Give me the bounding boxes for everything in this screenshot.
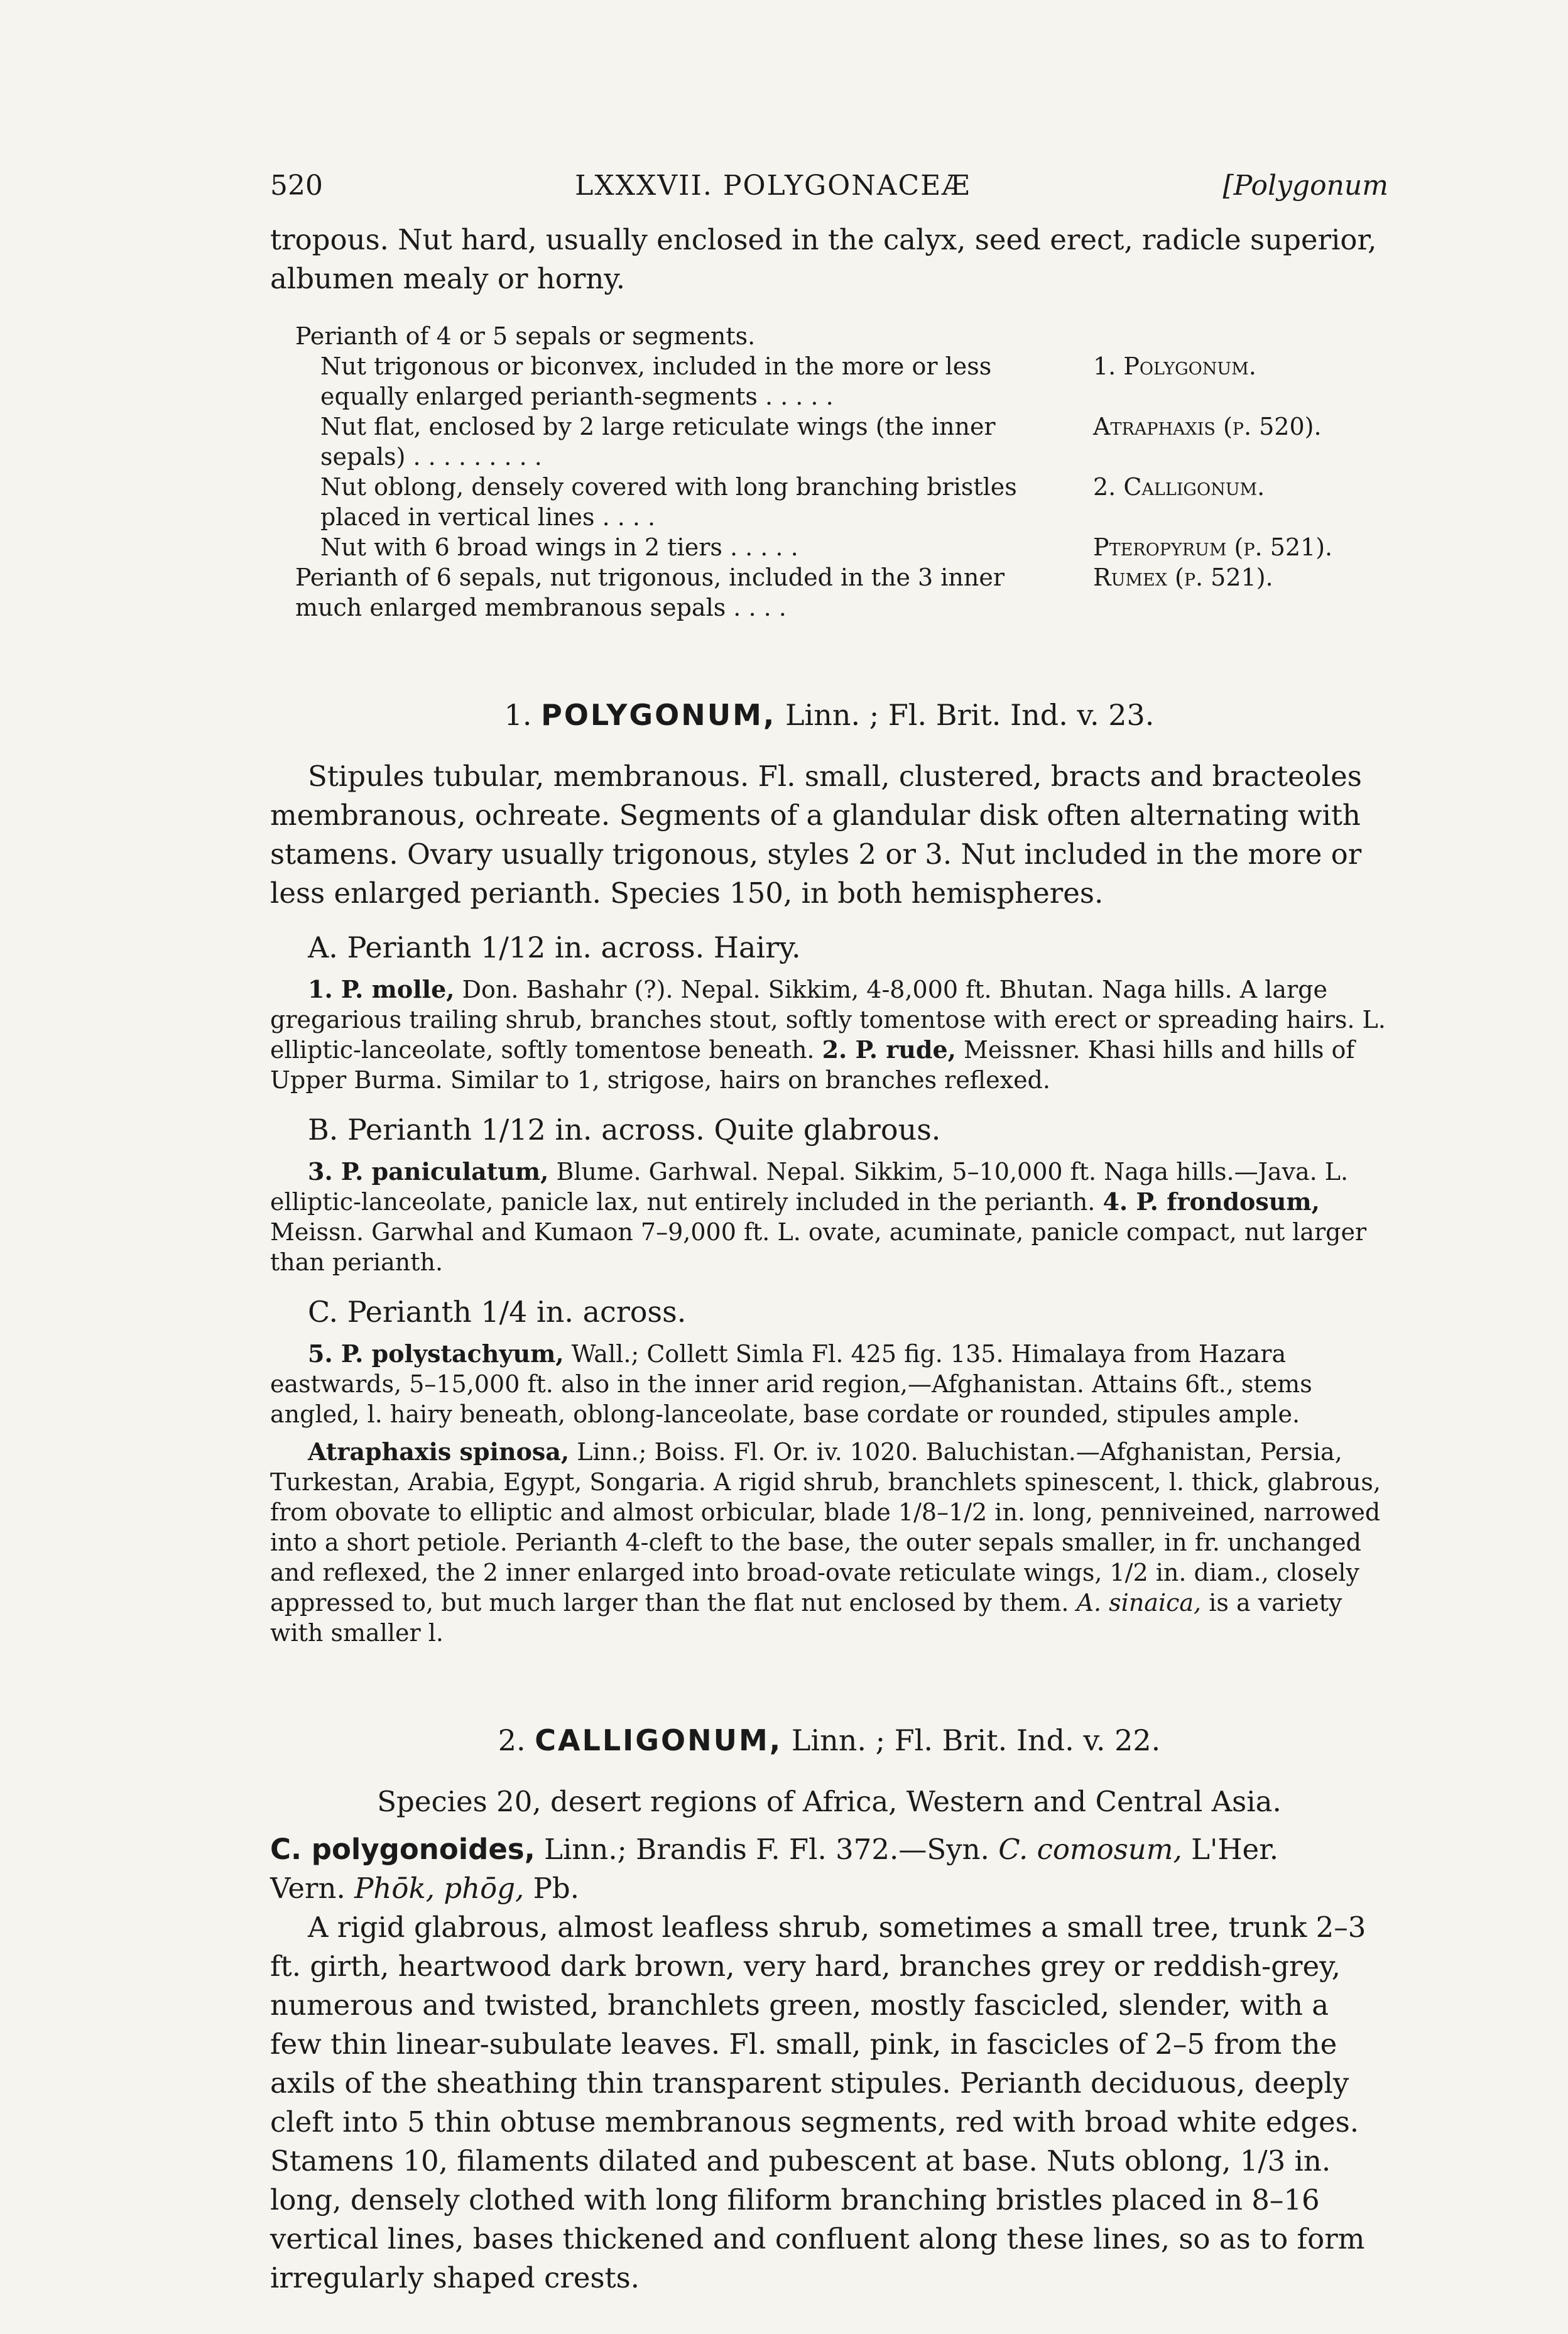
species-text: Don. Bashahr (?). Nepal. Sikkim, 4-8,000 ft. Bhutan. Naga hills. A large gregarious trailing shrub, branches stout, softly tomentose with erect or spreading hairs. L. elliptic-lanceolate, softly tomentose beneath. xyxy=(270,976,1386,1064)
page-number: 520 xyxy=(270,170,323,202)
key-result xyxy=(1093,321,1388,351)
species-name: 1. P. molle, xyxy=(308,975,455,1003)
genus-key xyxy=(295,321,1388,623)
group-c-notes xyxy=(270,1339,1388,1429)
key-lead: Nut with 6 broad wings in 2 tiers . . . . . xyxy=(320,533,798,561)
key-result: Atraphaxis (p. 520). xyxy=(1093,413,1322,440)
heading-name: POLYGONUM, xyxy=(541,698,776,732)
book-page xyxy=(270,170,1388,2298)
group-a-heading: A. Perianth 1/12 in. across. Hairy. xyxy=(308,930,801,964)
polygonum-description: Stipules tubular, membranous. Fl. small, clustered, bracts and bracteoles membranous, ochreate. Segments of a glandular disk often alternating with stamens. Ovary usually trigonous, styles 2 or 3. Nut included in the more or less enlarged perianth. Species 150, in both hemispheres. xyxy=(270,760,1362,910)
key-result: Pteropyrum (p. 521). xyxy=(1093,533,1333,561)
key-row xyxy=(295,351,1388,412)
atraphaxis-note xyxy=(270,1437,1388,1648)
variety-name: A. sinaica, xyxy=(1076,1589,1202,1617)
key-row xyxy=(295,472,1388,532)
calligonum-description: A rigid glabrous, almost leafless shrub, sometimes a small tree, trunk 2–3 ft. girth, heartwood dark brown, very hard, branches grey or reddish-grey, numerous and twisted, branchlets green, mostly fascicled, slender, with a few thin linear-subulate leaves. Fl. small, pink, in fascicles of 2–5 from the axils of the sheathing thin transparent stipules. Perianth deciduous, deeply cleft into 5 thin obtuse membranous segments, red with broad white edges. Stamens 10, filaments dilated and pubescent at base. Nuts oblong, 1/3 in. long, densely clothed with long filiform branching bristles placed in 8–16 vertical lines, bases thickened and confluent along these lines, so as to form irregularly shaped crests. xyxy=(270,1911,1366,2294)
species-name: Atraphaxis spinosa, xyxy=(308,1437,570,1466)
species-name: 4. P. frondosum, xyxy=(1102,1187,1320,1216)
key-lead: Nut oblong, densely covered with long branching bristles placed in vertical lines . . . . xyxy=(320,473,1017,531)
vernacular-names: Phōk, phōg, xyxy=(354,1872,525,1905)
key-lead: Perianth of 4 or 5 sepals or segments. xyxy=(295,322,756,350)
group-b-notes xyxy=(270,1157,1388,1277)
vernacular-label: Vern. xyxy=(270,1872,346,1905)
calligonum-species-line: Species 20, desert regions of Africa, Western and Central Asia. xyxy=(377,1785,1282,1818)
heading-reference: Linn. ; Fl. Brit. Ind. v. 22. xyxy=(791,1723,1161,1757)
heading-name: CALLIGONUM, xyxy=(535,1723,783,1757)
species-name: 5. P. polystachyum, xyxy=(308,1339,564,1368)
chapter-title: LXXXVII. POLYGONACEÆ xyxy=(575,170,971,202)
group-a-notes xyxy=(270,974,1388,1095)
species-name: 2. P. rude, xyxy=(822,1035,956,1064)
group-b-heading: B. Perianth 1/12 in. across. Quite glabrous. xyxy=(308,1113,941,1147)
species-text: Blume. Garhwal. Nepal. Sikkim, 5–10,000 ft. Naga hills.—Java. L. elliptic-lanceolate, panicle lax, nut entirely included in the perianth. xyxy=(270,1158,1349,1216)
key-lead: Nut flat, enclosed by 2 large reticulate wings (the inner sepals) . . . . . . . . . xyxy=(320,413,996,471)
group-c-heading: C. Perianth 1/4 in. across. xyxy=(308,1295,687,1329)
species-reference: Linn.; Brandis F. Fl. 372.—Syn. xyxy=(544,1833,989,1866)
species-name: 3. P. paniculatum, xyxy=(308,1157,549,1186)
heading-reference: Linn. ; Fl. Brit. Ind. v. 23. xyxy=(785,698,1155,732)
species-text: Meissn. Garwhal and Kumaon 7–9,000 ft. L. ovate, acuminate, panicle compact, nut larger than perianth. xyxy=(270,1218,1367,1276)
synonym-name: C. comosum, xyxy=(998,1833,1182,1866)
key-result: 1. Polygonum. xyxy=(1093,352,1256,380)
calligonum-heading xyxy=(270,1723,1388,1757)
polygonum-heading xyxy=(270,698,1388,732)
key-row xyxy=(295,321,1388,351)
intro-paragraph: tropous. Nut hard, usually enclosed in the calyx, seed erect, radicle superior, albumen mealy or horny. xyxy=(270,223,1377,295)
species-text: Meissner. Khasi hills and hills of Upper Burma. Similar to 1, strigose, hairs on branches reflexed. xyxy=(270,1036,1355,1094)
key-result: Rumex (p. 521). xyxy=(1093,564,1273,591)
key-row xyxy=(295,412,1388,472)
running-genus: [Polygonum xyxy=(1222,170,1388,202)
running-head xyxy=(270,170,1388,202)
heading-number: 1. xyxy=(504,698,532,732)
key-lead: Perianth of 6 sepals, nut trigonous, included in the 3 inner much enlarged membranous sepals . . . . xyxy=(295,564,1005,621)
species-name: C. polygonoides, xyxy=(270,1833,535,1866)
vernacular-region: Pb. xyxy=(533,1872,580,1905)
synonym-author: L'Her. xyxy=(1191,1833,1279,1866)
key-lead: Nut trigonous or biconvex, included in the more or less equally enlarged perianth-segments . . . . . xyxy=(320,352,992,410)
key-row xyxy=(295,532,1388,562)
key-row xyxy=(295,562,1388,623)
key-result: 2. Calligonum. xyxy=(1093,473,1265,501)
heading-number: 2. xyxy=(498,1723,526,1757)
species-text: Linn.; Boiss. Fl. Or. iv. 1020. Baluchistan.—Afghanistan, Persia, Turkestan, Arabia, Egypt, Songaria. A rigid shrub, branchlets spinescent, l. thick, glabrous, from obovate to elliptic and almost orbicular, blade 1/8–1/2 in. long, penniveined, narrowed into a short petiole. Perianth 4-cleft to the base, the outer sepals smaller, in fr. unchanged and reflexed, the 2 inner enlarged into broad-ovate reticulate wings, 1/2 in. diam., closely appressed to, but much larger than the flat nut enclosed by them. xyxy=(270,1438,1381,1617)
species-text: is a variety with smaller l. xyxy=(270,1589,1342,1647)
calligonum-species-entry xyxy=(270,1830,1388,1908)
species-text: Wall.; Collett Simla Fl. 425 fig. 135. Himalaya from Hazara eastwards, 5–15,000 ft. also in the inner arid region,—Afghanistan. Attains 6ft., stems angled, l. hairy beneath, oblong-lanceolate, base cordate or rounded, stipules ample. xyxy=(270,1340,1312,1428)
